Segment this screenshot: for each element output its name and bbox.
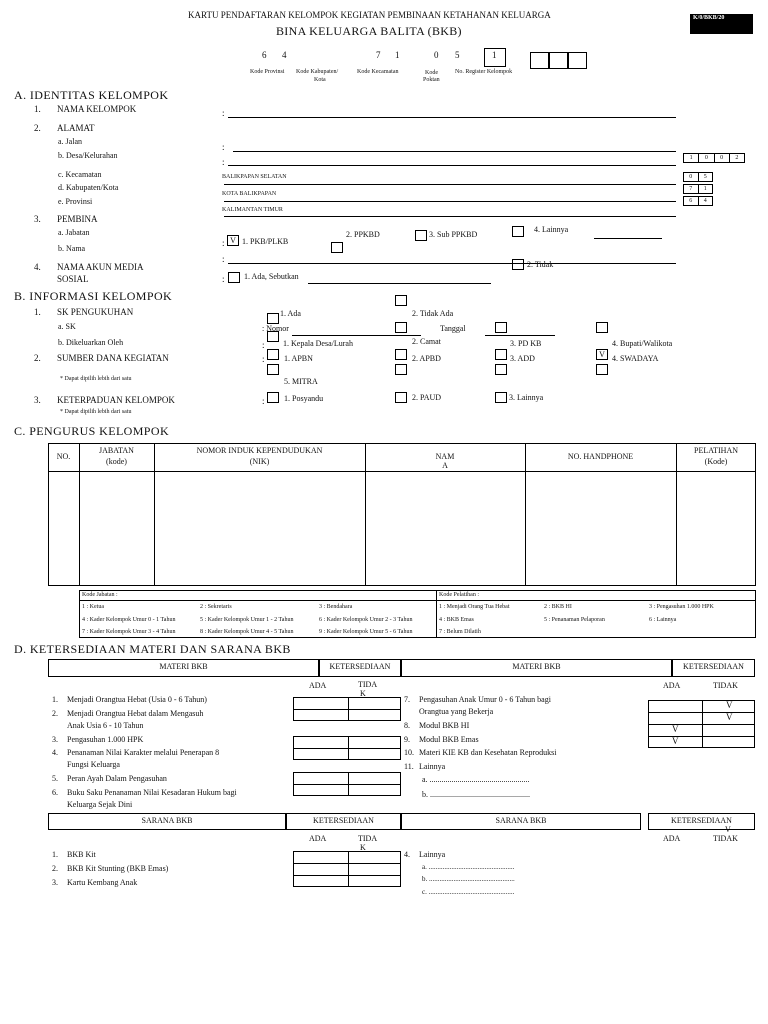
materi-num: 9. — [404, 735, 410, 744]
kecamatan-label: c. Kecamatan — [58, 170, 102, 179]
desa-code-4: 2 — [729, 154, 744, 162]
grid-line — [293, 863, 401, 864]
sarana-item: Lainnya — [419, 850, 446, 859]
sarana-item: BKB Kit Stunting (BKB Emas) — [67, 864, 169, 873]
materi-num: 8. — [404, 721, 410, 730]
kabupaten-line[interactable] — [224, 201, 676, 202]
label-kode-poktan-2: Poktan — [423, 77, 440, 83]
colon: : — [222, 274, 225, 284]
colon: : — [222, 238, 225, 248]
sarana-lainnya-c[interactable]: c. ................................................. — [422, 888, 515, 896]
code-kab-1: 7 — [376, 50, 381, 60]
mitra-checkbox[interactable] — [267, 364, 279, 375]
label-kode-kecamatan: Kode Kecamatan — [357, 69, 399, 75]
materi-num: 6. — [52, 788, 58, 797]
extra-checkbox-2[interactable] — [395, 364, 407, 375]
materi-header-label-right: MATERI BKB — [512, 662, 561, 671]
colon: : — [222, 254, 225, 264]
camat-option: 2. Camat — [412, 337, 441, 346]
materi-check-mark: V — [672, 736, 679, 746]
col-header-nik-2: (NIK) — [249, 457, 270, 466]
tidak-label-right: TIDAK — [713, 834, 738, 843]
grid-line — [348, 772, 349, 796]
extra-checkbox-3[interactable] — [495, 364, 507, 375]
sk-tanggal-line[interactable] — [485, 335, 555, 336]
pembina-lainnya-line[interactable] — [594, 238, 662, 239]
sarana-item: BKB Kit — [67, 850, 96, 859]
colon: : — [222, 157, 225, 167]
desa-line[interactable] — [228, 165, 676, 166]
desa-label: b. Desa/Kelurahan — [58, 151, 118, 160]
sarana-ketersediaan-label: KETERSEDIAAN — [313, 816, 374, 825]
materi-item: Lainnya — [419, 762, 446, 771]
kode-jabatan-item: 9 : Kader Kelompok Umur 5 - 6 Tahun — [319, 629, 413, 635]
colon: : — [222, 108, 225, 118]
grid-line — [348, 736, 349, 760]
mitra-option: 5. MITRA — [284, 377, 318, 386]
colon: : — [222, 142, 225, 152]
section-c-title: C. PENGURUS KELOMPOK — [14, 424, 170, 438]
colon: : — [262, 354, 265, 364]
kecamatan-value: BALIKPAPAN SELATAN — [222, 174, 287, 180]
materi-num: 3. — [52, 735, 58, 744]
col-header-jabatan-2: (kode) — [106, 457, 127, 466]
pembina-option-3: 3. Sub PPKBD — [429, 230, 478, 239]
jabatan-label: a. Jabatan — [58, 228, 90, 237]
sarana-num: 3. — [52, 878, 58, 887]
pd-kb-checkbox[interactable] — [495, 322, 507, 333]
kode-jabatan-item: 5 : Kader Kelompok Umur 1 - 2 Tahun — [200, 617, 294, 623]
akun-line[interactable] — [308, 283, 491, 284]
code-prov-1: 6 — [262, 50, 267, 60]
pembina-nama-line[interactable] — [228, 263, 676, 264]
kode-jabatan-item: 8 : Kader Kelompok Umur 4 - 5 Tahun — [200, 629, 294, 635]
kepala-desa-checkbox[interactable] — [267, 331, 279, 342]
materi-check-mark: V — [726, 712, 733, 722]
materi-item: Modul BKB Emas — [419, 735, 479, 744]
sarana-item: Kartu Kembang Anak — [67, 878, 138, 887]
b1-number: 1. — [34, 307, 41, 317]
b2-label: SUMBER DANA KEGIATAN — [57, 353, 169, 363]
akun-label-2: SOSIAL — [57, 274, 89, 284]
kec-code-1: 0 — [689, 174, 693, 180]
colon: : — [262, 396, 265, 406]
apbn-option: 1. APBN — [284, 354, 313, 363]
col-header-pelatihan-1: PELATIHAN — [694, 446, 738, 455]
col-header-no: NO. — [56, 452, 71, 461]
sarana-num: 1. — [52, 850, 58, 859]
materi-item: Menjadi Orangtua Hebat dalam Mengasuh — [67, 709, 204, 718]
kode-jabatan-item: 6 : Kader Kelompok Umur 2 - 3 Tahun — [319, 617, 413, 623]
code-kec-2: 5 — [455, 50, 460, 60]
pembina-checkbox-2[interactable] — [331, 242, 343, 253]
kode-jabatan-item: 7 : Kader Kelompok Umur 3 - 4 Tahun — [82, 629, 176, 635]
nama-label: b. Nama — [58, 244, 86, 253]
sarana-check-mark: V — [725, 825, 731, 834]
materi-item: Buku Saku Penanaman Nilai Kesadaran Hukum bagi — [67, 788, 237, 797]
section-d-title: D. KETERSEDIAAN MATERI DAN SARANA BKB — [14, 642, 291, 656]
section-a-title: A. IDENTITAS KELOMPOK — [14, 88, 169, 102]
kode-pelatihan-item: 3 : Pengasuhan 1.000 HPK — [649, 604, 714, 610]
kecamatan-line[interactable] — [224, 184, 676, 185]
prov-code-1: 6 — [689, 198, 693, 204]
nama-kelompok-line[interactable] — [228, 117, 676, 118]
bupati-option: 4. Bupati/Walikota — [612, 339, 673, 348]
lainnya-checkbox[interactable] — [495, 392, 507, 403]
code-kab-2: 1 — [395, 50, 400, 60]
col-header-pelatihan-2: (Kode) — [704, 457, 728, 466]
kode-jabatan-item: 3 : Bendahara — [319, 604, 353, 610]
pembina-checkbox-3[interactable] — [415, 230, 427, 241]
sarana-header-label-right: SARANA BKB — [495, 816, 547, 825]
pembina-option-1: 1. PKB/PLKB — [242, 237, 289, 246]
sarana-num: 2. — [52, 864, 58, 873]
materi-num: 1. — [52, 695, 58, 704]
materi-item-cont: Keluarga Sejak Dini — [67, 800, 133, 809]
materi-num: 7. — [404, 695, 410, 704]
sk-nomor: : Nomor — [262, 324, 289, 333]
materi-item: Peran Ayah Dalam Pengasuhan — [67, 774, 167, 783]
section-b-title: B. INFORMASI KELOMPOK — [14, 289, 173, 303]
grid-line — [293, 784, 401, 785]
apbd-option: 2. APBD — [412, 354, 441, 363]
code-reg-1: 1 — [492, 50, 497, 60]
kode-jabatan-item: 4 : Kader Kelompok Umur 0 - 1 Tahun — [82, 617, 176, 623]
materi-item: Modul BKB HI — [419, 721, 470, 730]
code-prov-2: 4 — [282, 50, 287, 60]
grid-line — [348, 851, 349, 887]
b2-number: 2. — [34, 353, 41, 363]
materi-ketersediaan-label-right: KETERSEDIAAN — [683, 662, 744, 671]
lainnya-option: 3. Lainnya — [509, 393, 544, 402]
materi-item-cont: Orangtua yang Bekerja — [419, 707, 494, 716]
kode-pelatihan-item: 5 : Penanaman Pelaporan — [544, 617, 605, 623]
materi-item: Menjadi Orangtua Hebat (Usia 0 - 6 Tahun) — [67, 695, 207, 704]
akun-checkbox-2[interactable] — [512, 259, 524, 270]
materi-item-cont: Anak Usia 6 - 10 Tahun — [67, 721, 144, 730]
kec-code-2: 5 — [698, 173, 713, 181]
a3-number: 3. — [34, 214, 41, 224]
label-kode-kab-2: Kota — [314, 77, 326, 83]
kode-jabatan-item: 1 : Ketua — [82, 604, 104, 610]
ada-label-right: ADA — [663, 834, 681, 843]
akun-checkbox-1[interactable] — [228, 272, 240, 283]
a2-label: ALAMAT — [57, 123, 95, 133]
sarana-lainnya-a[interactable]: a. ................................................. — [422, 863, 515, 871]
akun-label-1: NAMA AKUN MEDIA — [57, 262, 144, 272]
col-divider — [525, 443, 526, 586]
grid-line — [293, 875, 401, 876]
kode-jabatan-title: Kode Jabatan : — [82, 592, 118, 598]
materi-item: Pengasuhan 1.000 HPK — [67, 735, 144, 744]
kab-code-1: 7 — [689, 186, 693, 192]
swadaya-checkbox[interactable]: V — [596, 349, 608, 360]
provinsi-value: KALIMANTAN TIMUR — [222, 207, 283, 213]
form-code: K/0/BKB/20 — [693, 15, 725, 21]
register-digit-box-2[interactable] — [549, 52, 568, 69]
add-checkbox[interactable] — [495, 349, 507, 360]
sk-nomor-line[interactable] — [292, 335, 421, 336]
pembina-checkbox-1[interactable]: V — [227, 235, 239, 246]
b3-number: 3. — [34, 395, 41, 405]
extra-checkbox-4[interactable] — [596, 364, 608, 375]
pembina-option-4: 4. Lainnya — [534, 225, 569, 234]
prov-code-boxes[interactable] — [683, 196, 713, 206]
akun-option-1: 1. Ada, Sebutkan — [244, 272, 299, 281]
keterpaduan-note: * Dapat dipilih lebih dari satu — [60, 409, 132, 415]
sk-a-label: a. SK — [58, 322, 76, 331]
tidak-label-2: K — [360, 843, 366, 852]
materi-item: Materi KIE KB dan Kesehatan Reproduksi — [419, 748, 557, 757]
legend-divider — [436, 590, 437, 638]
kode-pelatihan-title: Kode Pelatihan : — [439, 592, 479, 598]
b3-label: KETERPADUAN KELOMPOK — [57, 395, 175, 405]
a2-number: 2. — [34, 123, 41, 133]
grid-line — [293, 709, 401, 710]
grid-line — [348, 697, 349, 721]
desa-code-2: 0 — [698, 154, 713, 162]
sk-b-label: b. Dikeluarkan Oleh — [58, 338, 124, 347]
kode-pelatihan-item: 2 : BKB HI — [544, 604, 572, 610]
apbn-checkbox[interactable] — [267, 349, 279, 360]
paud-option: 2. PAUD — [412, 393, 442, 402]
kode-legend — [79, 590, 756, 638]
kode-pelatihan-item: 4 : BKB Emas — [439, 617, 474, 623]
pd-kb-option: 3. PD KB — [510, 339, 542, 348]
b1-label: SK PENGUKUHAN — [57, 307, 134, 317]
colon: : — [262, 340, 265, 350]
desa-code-3: 0 — [714, 154, 729, 162]
provinsi-line[interactable] — [224, 216, 676, 217]
materi-check-mark: V — [726, 700, 733, 710]
a1-number: 1. — [34, 104, 41, 114]
tidak-label-1: TIDA — [358, 834, 378, 843]
sarana-num: 4. — [404, 850, 410, 859]
jalan-line[interactable] — [233, 151, 676, 152]
kode-pelatihan-item: 6 : Lainnya — [649, 617, 677, 623]
posyandu-option: 1. Posyandu — [284, 394, 324, 403]
label-kode-poktan-1: Kode — [425, 70, 438, 76]
kabupaten-value: KOTA BALIKPAPAN — [222, 191, 277, 197]
materi-header-label: MATERI BKB — [159, 662, 208, 671]
legend-divider — [79, 600, 756, 601]
kode-jabatan-item: 2 : Sekretaris — [200, 604, 232, 610]
form-title: KARTU PENDAFTARAN KELOMPOK KEGIATAN PEMBINAAN KETAHANAN KELUARGA — [188, 10, 551, 20]
tidak-label-right: TIDAK — [713, 681, 738, 690]
kode-pelatihan-item: 1 : Menjadi Orang Tua Hebat — [439, 604, 510, 610]
kec-code-boxes[interactable] — [683, 172, 713, 182]
col-header-nama-2: A — [442, 461, 448, 470]
materi-num: 10. — [404, 748, 414, 757]
kode-pelatihan-item: 7 : Belum Dilatih — [439, 629, 481, 635]
apbd-checkbox[interactable] — [395, 349, 407, 360]
add-option: 3. ADD — [510, 354, 535, 363]
materi-check-mark: V — [672, 724, 679, 734]
ada-label: ADA — [309, 834, 327, 843]
materi-num: 2. — [52, 709, 58, 718]
ada-label-right: ADA — [663, 681, 681, 690]
sk-tidak-ada: 2. Tidak Ada — [412, 309, 454, 318]
desa-code-boxes[interactable] — [683, 153, 745, 163]
col-header-jabatan-1: JABATAN — [99, 446, 134, 455]
posyandu-checkbox[interactable] — [267, 392, 279, 403]
a4-number: 4. — [34, 262, 41, 272]
form-subtitle: BINA KELUARGA BALITA (BKB) — [276, 24, 462, 38]
materi-ketersediaan-label: KETERSEDIAAN — [329, 662, 391, 671]
ada-label: ADA — [309, 681, 327, 690]
kepala-desa-option: 1. Kepala Desa/Lurah — [283, 339, 353, 348]
lainnya-b-line[interactable]: b. .................................................. — [422, 790, 530, 799]
kabupaten-label: d. Kabupaten/Kota — [58, 183, 119, 192]
materi-num: 11. — [404, 762, 414, 771]
sk-tidak-ada-checkbox[interactable] — [395, 295, 407, 306]
col-header-nama-1: NAM — [435, 452, 455, 461]
sumber-note: * Dapat dipilih lebih dari satu — [60, 376, 132, 382]
sk-ada-checkbox[interactable] — [267, 313, 279, 324]
a1-label: NAMA KELOMPOK — [57, 104, 137, 114]
pembina-option-2: 2. PPKBD — [346, 230, 380, 239]
sarana-ketersediaan-label-right: KETERSEDIAAN — [671, 816, 732, 825]
camat-checkbox[interactable] — [395, 322, 407, 333]
label-kode-provinsi: Kode Provinsi — [250, 69, 285, 75]
col-header-hp: NO. HANDPHONE — [567, 452, 634, 461]
prov-code-2: 4 — [698, 197, 713, 205]
col-header-nik-1: NOMOR INDUK KEPENDUDUKAN — [196, 446, 323, 455]
materi-item-cont: Fungsi Keluarga — [67, 760, 120, 769]
sarana-check-grid[interactable] — [293, 851, 401, 887]
provinsi-label: e. Provinsi — [58, 197, 93, 206]
code-kec-1: 0 — [434, 50, 439, 60]
jalan-label: a. Jalan — [58, 137, 82, 146]
desa-code-1: 1 — [689, 155, 693, 161]
kab-code-boxes[interactable] — [683, 184, 713, 194]
materi-num: 5. — [52, 774, 58, 783]
register-digit-box-1[interactable] — [530, 52, 549, 69]
sk-ada: 1. Ada — [280, 309, 301, 318]
bupati-checkbox[interactable] — [596, 322, 608, 333]
label-kode-kab-1: Kode Kabupaten/ — [296, 69, 339, 75]
pembina-checkbox-4[interactable] — [512, 226, 524, 237]
materi-item: Pengasuhan Anak Umur 0 - 6 Tahun bagi — [419, 695, 551, 704]
lainnya-a-line[interactable]: a. .................................................. — [422, 775, 530, 784]
grid-line — [293, 748, 401, 749]
register-digit-box-3[interactable] — [568, 52, 587, 69]
swadaya-option: 4. SWADAYA — [612, 354, 659, 363]
akun-option-2: 2. Tidak — [527, 260, 554, 269]
tidak-label-1: TIDA — [358, 680, 378, 689]
sarana-lainnya-b[interactable]: b. ................................................. — [422, 875, 515, 883]
sarana-header-label: SARANA BKB — [141, 816, 193, 825]
paud-checkbox[interactable] — [395, 392, 407, 403]
grid-line — [702, 700, 703, 748]
kab-code-2: 1 — [698, 185, 713, 193]
a3-label: PEMBINA — [57, 214, 98, 224]
tidak-label-2: K — [360, 689, 366, 698]
materi-num: 4. — [52, 748, 58, 757]
sk-tanggal: Tanggal — [440, 324, 466, 333]
label-no-register: No. Register Kelompok — [455, 69, 513, 75]
materi-item: Penanaman Nilai Karakter melalui Penerapan 8 — [67, 748, 220, 757]
